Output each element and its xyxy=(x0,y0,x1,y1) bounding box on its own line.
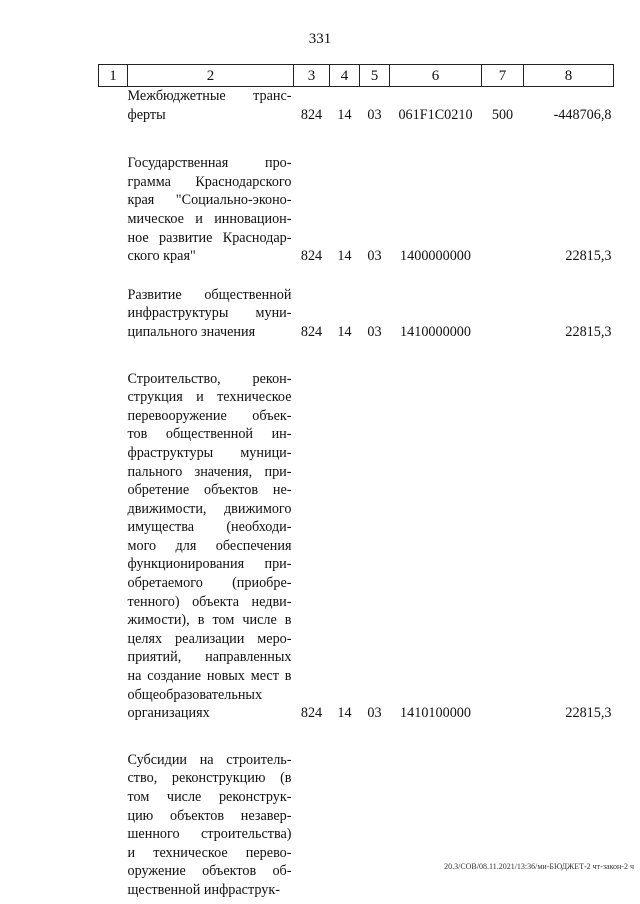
section-code-cell: 14 xyxy=(337,705,352,722)
row-number-cell xyxy=(99,286,128,342)
row-name-line: ципального значения xyxy=(127,323,256,340)
row-spacer xyxy=(99,266,614,286)
column-header: 1 xyxy=(99,65,128,87)
row-number-cell xyxy=(99,154,128,266)
subsection-code-cell: 03 xyxy=(367,106,382,123)
row-name-line: инфраструктуры муни- xyxy=(127,305,292,322)
row-name-line: мическое и инновацион- xyxy=(127,210,292,227)
expense-type-cell: 500 xyxy=(491,106,514,123)
row-name-line: пального значения, при- xyxy=(127,463,292,480)
subsection-code-cell: 03 xyxy=(367,323,382,340)
row-number-cell xyxy=(99,751,128,900)
expense-type-cell xyxy=(482,370,524,723)
row-name-line: общеобразовательных xyxy=(127,686,263,703)
row-name-line: Межбюджетные транс- xyxy=(127,88,292,104)
subsection-code-cell: 03 xyxy=(367,705,382,722)
row-name-line: Развитие общественной xyxy=(127,286,292,303)
row-name-line: тенного) объекта недви- xyxy=(127,593,292,610)
target-article-cell: 061F1C0210 xyxy=(398,106,473,123)
row-name-line: Субсидии на строитель- xyxy=(127,751,292,768)
section-code-cell: 14 xyxy=(337,248,352,265)
expense-type-cell xyxy=(482,751,524,900)
row-spacer xyxy=(99,723,614,751)
subsection-code-cell: 03 xyxy=(367,248,382,265)
column-header: 5 xyxy=(360,65,390,87)
row-name-line: тов общественной ин- xyxy=(127,426,292,443)
row-name-line: жимости), в том числе в xyxy=(127,612,292,629)
row-spacer-cell xyxy=(99,723,614,751)
row-name-line: ство, реконструкцию (в xyxy=(127,770,292,787)
row-name-line: края "Социально-эконо- xyxy=(127,192,292,209)
target-article-cell xyxy=(390,751,482,900)
department-code-cell: 824 xyxy=(300,106,323,123)
row-name-cell xyxy=(128,286,294,342)
amount-cell: 22815,3 xyxy=(565,323,612,340)
row-name-cell xyxy=(128,154,294,266)
row-name-line: ферты xyxy=(127,106,166,123)
row-name-line: мого для обеспечения xyxy=(127,537,292,554)
column-header: 7 xyxy=(482,65,524,87)
row-name-line: Государственная про- xyxy=(127,155,292,172)
row-number-cell xyxy=(99,87,128,125)
row-name-line: фраструктуры муници- xyxy=(127,444,292,461)
amount-cell: 22815,3 xyxy=(565,248,612,265)
department-code-cell: 824 xyxy=(300,705,323,722)
column-header: 2 xyxy=(128,65,294,87)
row-name-line: имущества (необходи- xyxy=(127,519,292,536)
table-row xyxy=(99,751,614,900)
budget-table xyxy=(98,64,614,900)
row-name-cell xyxy=(128,87,294,125)
page-number: 331 xyxy=(308,31,332,47)
row-name-line: и техническое перево- xyxy=(127,844,292,861)
row-name-line: грамма Краснодарского xyxy=(127,173,292,190)
department-code-cell: 824 xyxy=(300,323,323,340)
column-header: 6 xyxy=(390,65,482,87)
amount-cell: -448706,8 xyxy=(553,106,612,123)
row-number-cell xyxy=(99,370,128,723)
amount-cell xyxy=(524,751,614,900)
target-article-cell: 1400000000 xyxy=(400,248,471,265)
department-code-cell: 824 xyxy=(300,248,323,265)
row-spacer xyxy=(99,124,614,154)
table-row xyxy=(99,370,614,723)
expense-type-cell xyxy=(482,154,524,266)
row-spacer-cell xyxy=(99,124,614,154)
row-name-line: целях реализации меро- xyxy=(127,630,292,647)
row-name-line: на создание новых мест в xyxy=(127,668,292,685)
section-code-cell: 14 xyxy=(337,323,352,340)
row-name-line: организациях xyxy=(127,705,210,722)
row-name-line: том числе реконструк- xyxy=(127,789,292,805)
table-row xyxy=(99,154,614,266)
target-article-cell: 1410100000 xyxy=(400,705,471,722)
row-name-line: шенного строительства) xyxy=(127,826,292,843)
row-name-line: струкция и техническое xyxy=(127,389,292,406)
subsection-code-cell xyxy=(360,751,390,900)
row-name-line: оружение объектов об- xyxy=(127,863,292,880)
column-header-row xyxy=(99,65,614,87)
column-header: 8 xyxy=(524,65,614,87)
row-name-line: обретение объектов не- xyxy=(127,482,292,499)
row-name-line: ное развитие Краснодар- xyxy=(127,229,292,246)
row-name-line: ского края" xyxy=(127,248,196,265)
row-spacer xyxy=(99,342,614,370)
row-name-line: цию объектов незавер- xyxy=(127,807,292,824)
table-row xyxy=(99,87,614,125)
section-code-cell xyxy=(330,751,360,900)
column-header: 3 xyxy=(294,65,330,87)
expense-type-cell xyxy=(482,286,524,342)
row-name-line: движимости, движимого xyxy=(127,500,292,517)
row-name-line: приятий, направленных xyxy=(127,649,292,666)
department-code-cell xyxy=(294,751,330,900)
table-row xyxy=(99,286,614,342)
row-spacer-cell xyxy=(99,266,614,286)
target-article-cell: 1410000000 xyxy=(400,323,471,340)
footer-stamp: 20.3/СОВ/08.11.2021/13:36/ми-БЮДЖЕТ-2 чт-закон-2 ч xyxy=(444,862,634,871)
row-name-line: щественной инфраструк- xyxy=(127,881,280,898)
amount-cell: 22815,3 xyxy=(565,705,612,722)
row-spacer-cell xyxy=(99,342,614,370)
row-name-line: функционирования при- xyxy=(127,556,292,573)
column-header: 4 xyxy=(330,65,360,87)
row-name-line: Строительство, рекон- xyxy=(127,370,292,387)
section-code-cell: 14 xyxy=(337,106,352,123)
row-name-cell xyxy=(128,751,294,900)
row-name-line: перевооружение объек- xyxy=(127,407,292,424)
row-name-cell xyxy=(128,370,294,723)
row-name-line: обретаемого (приобре- xyxy=(127,575,292,592)
